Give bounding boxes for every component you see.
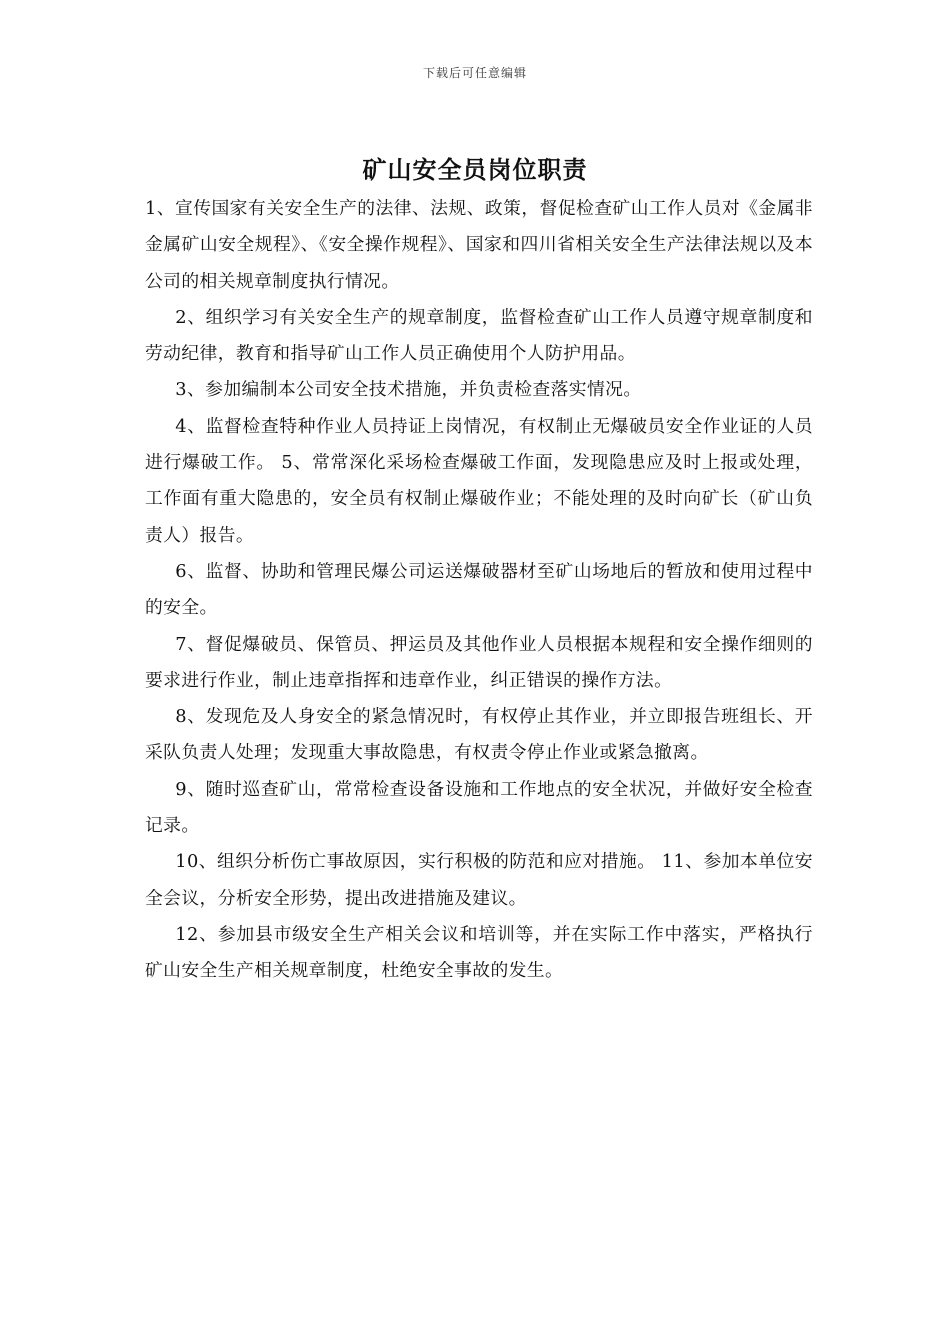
duty-item-4-5: 4、监督检查特种作业人员持证上岗情况，有权制止无爆破员安全作业证的人员进行爆破工作。 5、常常深化采场检查爆破工作面，发现隐患应及时上报或处理，工作面有重大隐患的，安全员有权制止爆破作业；不能处理的及时向矿长（矿山负责人）报告。 bbox=[145, 415, 813, 546]
duty-item-2: 2、组织学习有关安全生产的规章制度，监督检查矿山工作人员遵守规章制度和劳动纪律，教育和指导矿山工作人员正确使用个人防护用品。 bbox=[145, 306, 813, 365]
duty-item-12: 12、参加县市级安全生产相关会议和培训等，并在实际工作中落实，严格执行矿山安全生产相关规章制度，杜绝安全事故的发生。 bbox=[145, 923, 813, 982]
document-title: 矿山安全员岗位职责 bbox=[362, 155, 588, 184]
duty-item-10-11: 10、组织分析伤亡事故原因，实行积极的防范和应对措施。 11、参加本单位安全会议，分析安全形势，提出改进措施及建议。 bbox=[145, 851, 813, 909]
header-note: 下载后可任意编辑 bbox=[422, 66, 527, 80]
duty-item-9: 9、随时巡查矿山，常常检查设备设施和工作地点的安全状况，并做好安全检查记录。 bbox=[145, 778, 813, 837]
duty-item-8: 8、发现危及人身安全的紧急情况时，有权停止其作业，并立即报告班组长、开采队负责人处理；发现重大事故隐患，有权责令停止作业或紧急撤离。 bbox=[145, 706, 813, 764]
document-body bbox=[145, 191, 813, 990]
duty-item-1: 1、宣传国家有关安全生产的法律、法规、政策，督促检查矿山工作人员对《金属非金属矿山安全规程》、《安全操作规程》、国家和四川省相关安全生产法律法规以及本公司的相关规章制度执行情况。 bbox=[145, 198, 813, 292]
duty-item-7: 7、督促爆破员、保管员、押运员及其他作业人员根据本规程和安全操作细则的要求进行作业，制止违章指挥和违章作业，纠正错误的操作方法。 bbox=[145, 633, 813, 691]
duty-item-6: 6、监督、协助和管理民爆公司运送爆破器材至矿山场地后的暂放和使用过程中的安全。 bbox=[145, 560, 813, 619]
duty-item-3: 3、参加编制本公司安全技术措施，并负责检查落实情况。 bbox=[175, 379, 642, 401]
